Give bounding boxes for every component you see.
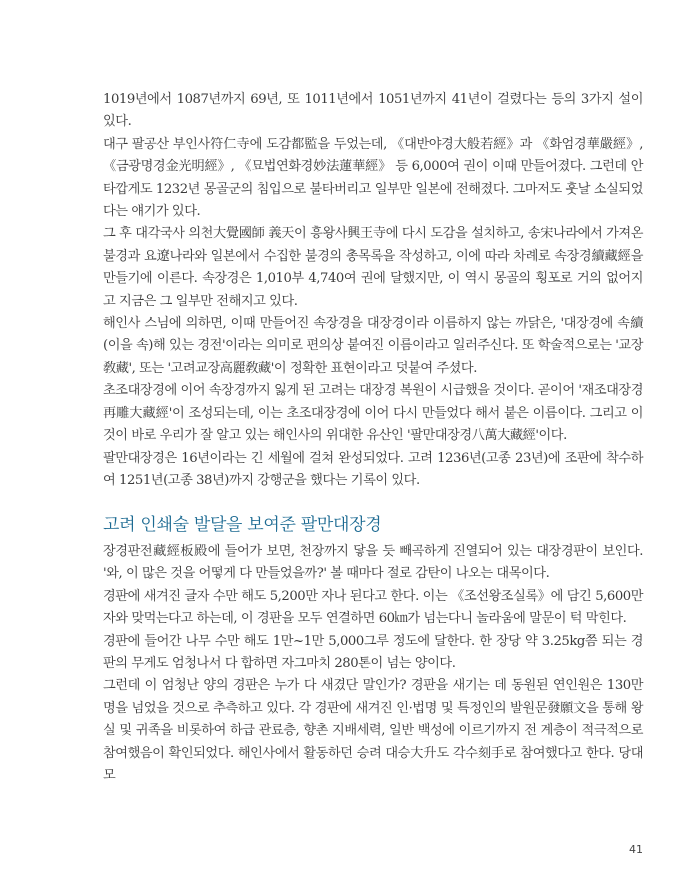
paragraph: 해인사 스님에 의하면, 이때 만들어진 속장경을 대장경이라 이름하지 않는 까닭은, '대장경에 속續(이을 속)해 있는 경전'이라는 의미로 편의상 붙여진 이름이라고 일러주신다. 또 학술적으로는 '교장敎藏', 또는 '고려교장高麗敎藏'이 정확한 표현이라고 덧붙여 주셨다. [103,316,643,376]
paragraph: 팔만대장경은 16년이라는 긴 세월에 걸쳐 완성되었다. 고려 1236년(고종 23년)에 조판에 착수하여 1251년(고종 38년)까지 강행군을 했다는 기록이 있다. [103,450,643,488]
paragraph: 1019년에서 1087년까지 69년, 또 1011년에서 1051년까지 41년이 걸렸다는 등의 3가지 설이 있다. [103,92,643,130]
paragraph: 경판에 들어간 나무 수만 해도 1만~1만 5,000그루 정도에 달한다. 한 장당 약 3.25kg쯤 되는 경판의 무게도 엄청나서 다 합하면 자그마치 280톤이 넘는 양이다. [103,633,643,672]
section-heading: 고려 인쇄술 발달을 보여준 팔만대장경 [103,515,382,535]
body-section-1 [103,89,643,492]
page-number: 41 [629,843,643,856]
paragraph: 대구 팔공산 부인사符仁寺에 도감都監을 두었는데, 《대반야경大般若經》과 《화엄경華嚴經》, 《금광명경金光明經》, 《묘법연화경妙法蓮華經》 등 6,000여 권이 이때 만들어졌다. 그런데 안타깝게도 1232년 몽골군의 침입으로 불타버리고 일부만 일본에 전해졌다. 그마저도 훗날 소실되었다는 얘기가 있다. [103,136,643,220]
body-section-2 [103,541,643,787]
paragraph: 그 후 대각국사 의천大覺國師 義天이 흥왕사興王寺에 다시 도감을 설치하고, 송宋나라에서 가져온 불경과 요遼나라와 일본에서 수집한 불경의 총목록을 작성하고, 이에 따라 차례로 속장경續藏經을 만들기에 이른다. 속장경은 1,010부 4,740여 권에 달했지만, 이 역시 몽골의 횡포로 거의 없어지고 지금은 그 일부만 전해지고 있다. [103,226,643,309]
paragraph: 장경판전藏經板殿에 들어가 보면, 천장까지 닿을 듯 빼곡하게 진열되어 있는 대장경판이 보인다. '와, 이 많은 것을 어떻게 다 만들었을까?' 볼 때마다 절로 감탄이 나오는 대목이다. [103,544,643,582]
paragraph: 그런데 이 엄청난 양의 경판은 누가 다 새겼단 말인가? 경판을 새기는 데 동원된 연인원은 130만 명을 넘었을 것으로 추측하고 있다. 각 경판에 새겨진 인·법명 및 특정인의 발원문發願文을 통해 왕실 및 귀족을 비롯하여 하급 관료층, 향촌 지배세력, 일반 백성에 이르기까지 전 계층이 적극적으로 참여했음이 확인되었다. 해인사에서 활동하던 승려 대승大升도 각수刻手로 참여했다고 한다. 당대 모 [103,678,643,784]
paragraph: 초조대장경에 이어 속장경까지 잃게 된 고려는 대장경 복원이 시급했을 것이다. 곧이어 '재조대장경再雕大藏經'이 조성되는데, 이는 초조대장경에 이어 다시 만들었다 해서 붙은 이름이다. 그리고 이것이 바로 우리가 잘 알고 있는 해인사의 위대한 유산인 '팔만대장경八萬大藏經'이다. [103,383,643,444]
paragraph: 경판에 새겨진 글자 수만 해도 5,200만 자나 된다고 한다. 이는 《조선왕조실록》에 담긴 5,600만 자와 맞먹는다고 하는데, 이 경판을 모두 연결하면 60㎞가 넘는다니 놀라움에 말문이 턱 막힌다. [103,588,643,627]
